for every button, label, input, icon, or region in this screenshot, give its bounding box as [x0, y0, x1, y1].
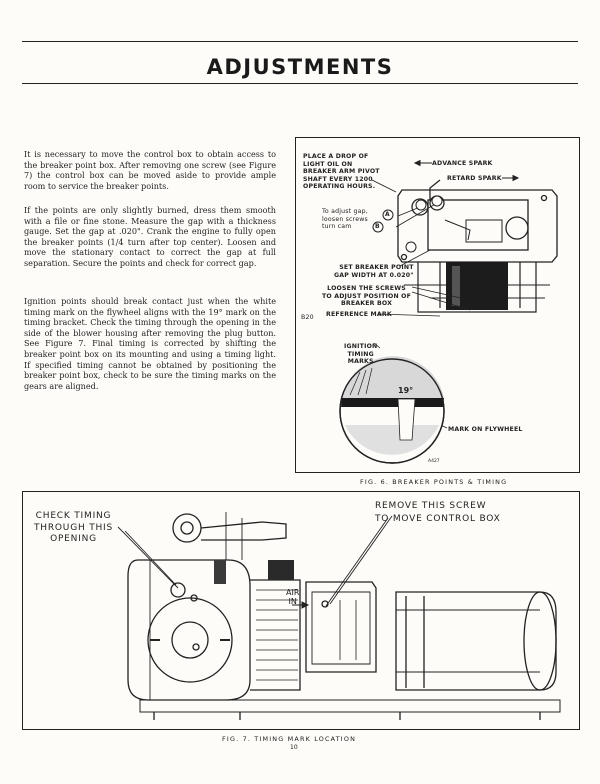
oil-note: PLACE A DROP OF LIGHT OIL ON BREAKER ARM PIVOT SHAFT EVERY 1200 OPERATING HOURS. — [303, 153, 380, 190]
adjust-gap-note: To adjust gap, loosen screws turn cam — [322, 208, 368, 230]
part-code-label: A427 — [428, 459, 440, 464]
callout-a-label: A — [385, 211, 390, 218]
paragraph-control-box: It is necessary to move the control box to obtain access to the breaker point box. After removing one screw (see Figure 7) the control box can be moved aside to provide ample room to service the breaker points. — [24, 149, 276, 191]
loosen-screws-note: LOOSEN THE SCREWS TO ADJUST POSITION OF BREAKER BOX — [322, 285, 412, 307]
air-in-label: AIR IN — [286, 588, 300, 606]
mark-on-flywheel-label: MARK ON FLYWHEEL — [448, 426, 523, 433]
check-timing-label: CHECK TIMING THROUGH THIS OPENING — [34, 511, 114, 544]
advance-spark-label: ADVANCE SPARK — [432, 160, 493, 167]
page-title: ADJUSTMENTS — [206, 55, 394, 79]
retard-spark-label: RETARD SPARK — [447, 175, 502, 182]
set-gap-note: SET BREAKER POINT GAP WIDTH AT 0.020" — [334, 264, 414, 279]
paragraph-breaker-points: If the points are only slightly burned, dress them smooth with a file or fine stone. Measure the gap with a thickness gauge. Set the gap at .020". Crank the engine to fully open the breaker points (1/4 turn after top center). Loosen and move the stationary contact to correct the gap at full separation. Secure the points and check for correct gap. — [24, 205, 276, 268]
paragraph-ignition-timing: Ignition points should break contact just when the white timing mark on the flywheel aligns with the 19° mark on the timing bracket. Check the timing through the opening in the side of the blower housing after removing the plug button. See Figure 7. Final timing is corrected by shifting the breaker point box on its mounting and using a timing light. If specified timing cannot be obtained by positioning the breaker point box, check to be sure the timing marks on the gears are aligned. — [24, 296, 276, 391]
reference-mark-label: REFERENCE MARK — [326, 311, 392, 318]
callout-b-label: B — [375, 223, 380, 230]
figure6-caption: FIG. 6. BREAKER POINTS & TIMING — [360, 478, 508, 486]
degree-mark-label: 19° — [398, 386, 414, 395]
b20-code: B20 — [301, 314, 314, 321]
figure7-caption: FIG. 7. TIMING MARK LOCATION — [222, 735, 357, 743]
page-number: 10 — [290, 744, 298, 751]
remove-screw-label: REMOVE THIS SCREW TO MOVE CONTROL BOX — [375, 501, 501, 524]
ignition-timing-label: IGNITION TIMING MARKS — [344, 343, 378, 365]
